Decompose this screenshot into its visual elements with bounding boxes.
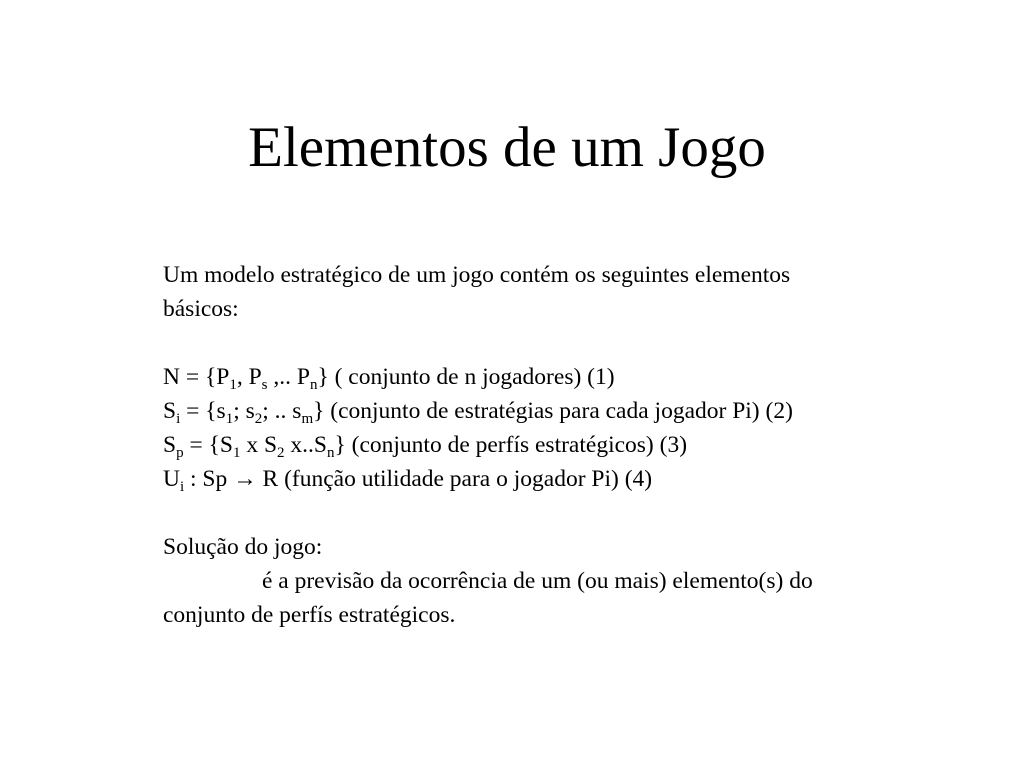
intro-line-1: Um modelo estratégico de um jogo contém os seguintes elementos <box>163 262 791 288</box>
players-set-open: N = {P <box>163 364 230 390</box>
players-sub-1: 1 <box>229 377 237 393</box>
solution-heading: Solução do jogo: <box>163 534 323 560</box>
spacer <box>163 326 963 360</box>
profiles-description: } (conjunto de perfís estratégicos) (3) <box>334 432 688 458</box>
players-sub-n: n <box>309 377 318 393</box>
strategies-sub-2: 2 <box>254 411 263 427</box>
utility-symbol: U <box>163 466 180 492</box>
players-description: } ( conjunto de n jogadores) (1) <box>317 364 615 390</box>
solution-line-2: conjunto de perfís estratégicos. <box>163 602 456 628</box>
players-sep-n: ,.. P <box>267 364 310 390</box>
strategies-symbol: S <box>163 398 177 424</box>
right-arrow-icon: → <box>233 466 257 492</box>
strategies-description: } (conjunto de estratégias para cada jogador Pi) (2) <box>313 398 793 424</box>
utility-map: : Sp <box>184 466 234 492</box>
spacer <box>163 496 963 530</box>
intro-line-2: básicos: <box>163 296 239 322</box>
solution-text-1: é a previsão da ocorrência de um (ou mais) elemento(s) do <box>262 568 813 594</box>
strategies-sep-m: ; .. s <box>262 398 302 424</box>
players-sub-s: s <box>261 377 268 393</box>
definition-players <box>163 360 963 394</box>
solution-line-1 <box>163 564 963 598</box>
strategies-set-open: = {s <box>180 398 226 424</box>
players-sep-s: , P <box>236 364 262 390</box>
profiles-symbol: S <box>163 432 177 458</box>
definition-profiles <box>163 428 963 462</box>
strategies-sub-1: 1 <box>225 411 234 427</box>
profiles-sep-n: x..S <box>284 432 327 458</box>
profiles-sep-2: x S <box>240 432 278 458</box>
strategies-sep-2: ; s <box>233 398 255 424</box>
profiles-symbol-sub: p <box>176 445 184 461</box>
definition-utility <box>163 462 963 496</box>
utility-symbol-sub: i <box>179 479 185 495</box>
profiles-sub-1: 1 <box>232 445 241 461</box>
slide-body <box>163 258 963 632</box>
strategies-symbol-sub: i <box>176 411 181 427</box>
strategies-sub-m: m <box>301 411 314 427</box>
profiles-sub-2: 2 <box>277 445 285 461</box>
slide-title: Elementos de um Jogo <box>248 116 766 179</box>
profiles-set-open: = {S <box>183 432 233 458</box>
utility-description: R (função utilidade para o jogador Pi) (4) <box>256 466 653 492</box>
definition-strategies <box>163 394 963 428</box>
profiles-sub-n: n <box>326 445 335 461</box>
